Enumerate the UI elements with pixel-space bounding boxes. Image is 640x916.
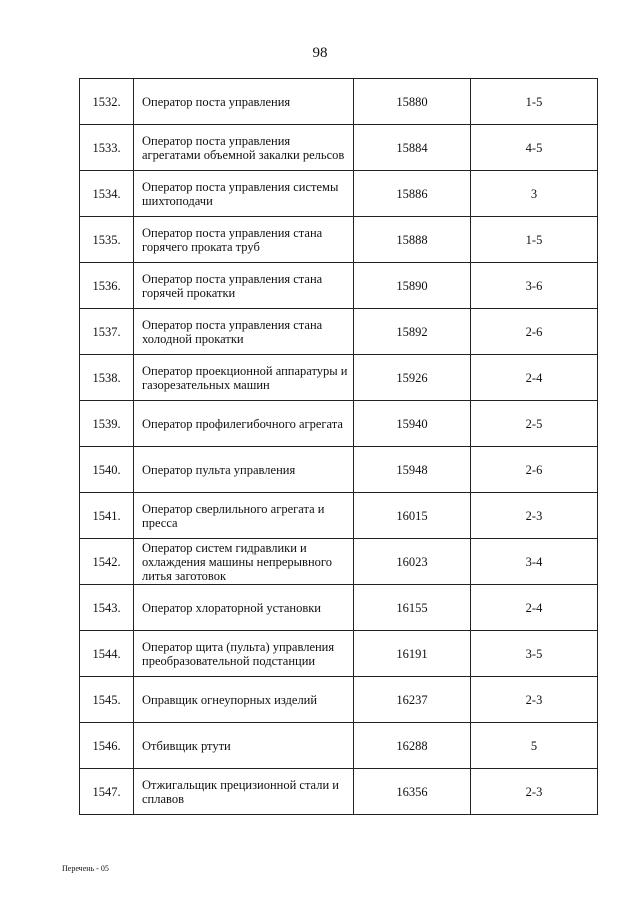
table-row [80, 217, 598, 263]
grade-range: 2-6 [471, 447, 598, 493]
grade-range: 1-5 [471, 79, 598, 125]
table-row [80, 171, 598, 217]
table-row [80, 769, 598, 815]
footer-label: Перечень - 05 [62, 864, 109, 873]
row-number: 1533. [80, 125, 134, 171]
row-number: 1544. [80, 631, 134, 677]
page-number: 98 [312, 45, 328, 61]
grade-range: 2-4 [471, 585, 598, 631]
row-number: 1545. [80, 677, 134, 723]
profession-name: Оператор щита (пульта) управления преобразовательной подстанции [134, 631, 354, 677]
row-number: 1535. [80, 217, 134, 263]
profession-name: Оператор систем гидравлики и охлаждения машины непрерывного литья заготовок [134, 539, 354, 585]
profession-name: Оператор поста управления агрегатами объемной закалки рельсов [134, 125, 354, 171]
row-number: 1537. [80, 309, 134, 355]
table-row [80, 631, 598, 677]
profession-name: Оператор пульта управления [134, 447, 354, 493]
profession-name: Оператор поста управления стана горячего проката труб [134, 217, 354, 263]
grade-range: 1-5 [471, 217, 598, 263]
grade-range: 2-3 [471, 493, 598, 539]
profession-code: 16191 [354, 631, 471, 677]
profession-code: 15888 [354, 217, 471, 263]
table-row [80, 539, 598, 585]
profession-code: 15880 [354, 79, 471, 125]
grade-range: 3 [471, 171, 598, 217]
table-row [80, 447, 598, 493]
grade-range: 3-6 [471, 263, 598, 309]
profession-code: 15892 [354, 309, 471, 355]
profession-name: Оператор проекционной аппаратуры и газорезательных машин [134, 355, 354, 401]
table-row [80, 263, 598, 309]
table-body [80, 79, 598, 815]
row-number: 1541. [80, 493, 134, 539]
profession-code: 16356 [354, 769, 471, 815]
row-number: 1543. [80, 585, 134, 631]
table-row [80, 79, 598, 125]
profession-code: 16155 [354, 585, 471, 631]
row-number: 1542. [80, 539, 134, 585]
profession-name: Оператор хлораторной установки [134, 585, 354, 631]
grade-range: 2-6 [471, 309, 598, 355]
professions-table [79, 78, 598, 815]
table-row [80, 585, 598, 631]
grade-range: 2-4 [471, 355, 598, 401]
profession-name: Оператор поста управления [134, 79, 354, 125]
table-row [80, 125, 598, 171]
row-number: 1538. [80, 355, 134, 401]
row-number: 1547. [80, 769, 134, 815]
profession-code: 15948 [354, 447, 471, 493]
row-number: 1540. [80, 447, 134, 493]
profession-code: 16237 [354, 677, 471, 723]
grade-range: 5 [471, 723, 598, 769]
profession-code: 15926 [354, 355, 471, 401]
profession-name: Оператор сверлильного агрегата и пресса [134, 493, 354, 539]
profession-code: 15884 [354, 125, 471, 171]
grade-range: 2-3 [471, 677, 598, 723]
row-number: 1536. [80, 263, 134, 309]
table-row [80, 677, 598, 723]
profession-name: Оператор поста управления стана холодной прокатки [134, 309, 354, 355]
row-number: 1534. [80, 171, 134, 217]
profession-name: Отжигальщик прецизионной стали и сплавов [134, 769, 354, 815]
grade-range: 3-4 [471, 539, 598, 585]
table-row [80, 723, 598, 769]
profession-name: Оператор поста управления системы шихтоподачи [134, 171, 354, 217]
grade-range: 2-5 [471, 401, 598, 447]
row-number: 1539. [80, 401, 134, 447]
row-number: 1532. [80, 79, 134, 125]
profession-name: Оператор поста управления стана горячей прокатки [134, 263, 354, 309]
grade-range: 4-5 [471, 125, 598, 171]
profession-name: Оператор профилегибочного агрегата [134, 401, 354, 447]
profession-code: 16288 [354, 723, 471, 769]
profession-name: Отбивщик ртути [134, 723, 354, 769]
grade-range: 2-3 [471, 769, 598, 815]
table-row [80, 309, 598, 355]
profession-name: Оправщик огнеупорных изделий [134, 677, 354, 723]
profession-code: 15890 [354, 263, 471, 309]
table-row [80, 493, 598, 539]
profession-code: 16023 [354, 539, 471, 585]
table-row [80, 355, 598, 401]
profession-code: 16015 [354, 493, 471, 539]
profession-code: 15886 [354, 171, 471, 217]
profession-code: 15940 [354, 401, 471, 447]
row-number: 1546. [80, 723, 134, 769]
grade-range: 3-5 [471, 631, 598, 677]
table-row [80, 401, 598, 447]
